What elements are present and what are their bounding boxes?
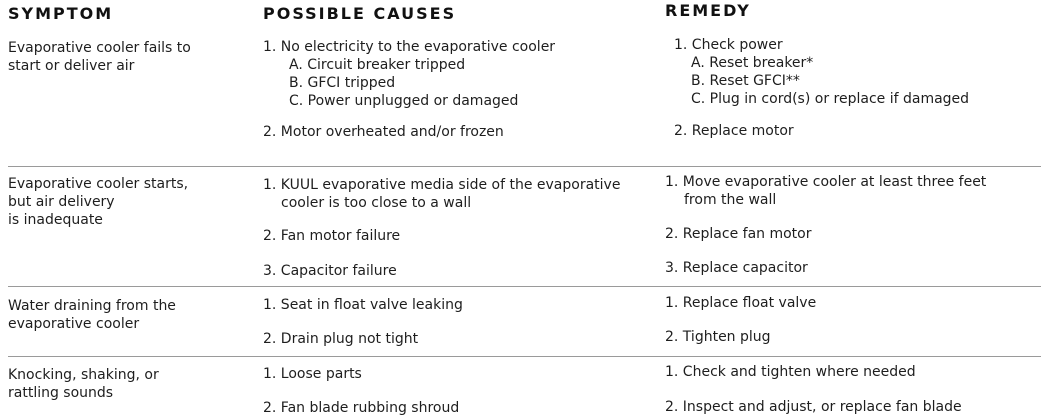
row-2-remedy-2: 2. Replace fan motor <box>665 226 812 242</box>
row-2-cause-1 <box>263 176 620 212</box>
symptom-line: rattling sounds <box>8 385 114 401</box>
row-1-symptom <box>8 39 191 75</box>
row-3-cause-2: 2. Drain plug not tight <box>263 331 419 347</box>
row-3-symptom <box>8 297 176 333</box>
cause-line: 1. No electricity to the evaporative cooler <box>263 39 556 55</box>
row-4-remedy-2: 2. Inspect and adjust, or replace fan blade <box>665 399 962 415</box>
row-4-symptom <box>8 366 159 402</box>
row-divider <box>8 356 1041 357</box>
header-symptom: SYMPTOM <box>8 4 114 23</box>
row-divider <box>8 166 1041 167</box>
remedy-sub-line: B. Reset GFCI** <box>691 73 800 89</box>
row-4-cause-2: 2. Fan blade rubbing shroud <box>263 400 460 416</box>
row-2-remedy-1 <box>665 173 986 209</box>
cause-sub-line: C. Power unplugged or damaged <box>289 93 519 109</box>
row-1-cause-2: 2. Motor overheated and/or frozen <box>263 124 504 140</box>
cause-line: cooler is too close to a wall <box>281 195 472 211</box>
row-2-symptom <box>8 175 188 229</box>
symptom-line: is inadequate <box>8 212 103 228</box>
symptom-line: Evaporative cooler fails to <box>8 40 191 56</box>
header-possible-causes: POSSIBLE CAUSES <box>263 4 457 23</box>
row-divider <box>8 286 1041 287</box>
symptom-line: Knocking, shaking, or <box>8 367 159 383</box>
symptom-line: Water draining from the <box>8 298 176 314</box>
row-2-cause-3: 3. Capacitor failure <box>263 263 397 279</box>
symptom-line: evaporative cooler <box>8 316 140 332</box>
symptom-line: Evaporative cooler starts, <box>8 176 189 192</box>
row-4-remedy-1: 1. Check and tighten where needed <box>665 364 916 380</box>
cause-sub-line: B. GFCI tripped <box>289 75 396 91</box>
row-3-remedy-2: 2. Tighten plug <box>665 329 771 345</box>
row-2-remedy-3: 3. Replace capacitor <box>665 260 808 276</box>
row-1-cause-1 <box>263 38 555 110</box>
remedy-sub-line: A. Reset breaker* <box>691 55 814 71</box>
row-4-cause-1: 1. Loose parts <box>263 366 362 382</box>
remedy-line: from the wall <box>684 192 777 208</box>
row-3-cause-1: 1. Seat in float valve leaking <box>263 297 463 313</box>
header-remedy: REMEDY <box>665 1 751 20</box>
row-1-remedy-2: 2. Replace motor <box>674 123 794 139</box>
remedy-line: 1. Check power <box>674 37 783 53</box>
cause-sub-line: A. Circuit breaker tripped <box>289 57 466 73</box>
remedy-line: 1. Move evaporative cooler at least three feet <box>665 174 987 190</box>
symptom-line: start or deliver air <box>8 58 135 74</box>
remedy-sub-line: C. Plug in cord(s) or replace if damaged <box>691 91 970 107</box>
row-2-cause-2: 2. Fan motor failure <box>263 228 401 244</box>
row-1-remedy-1 <box>674 36 969 108</box>
cause-line: 1. KUUL evaporative media side of the evaporative <box>263 177 621 193</box>
row-3-remedy-1: 1. Replace float valve <box>665 295 817 311</box>
symptom-line: but air delivery <box>8 194 115 210</box>
